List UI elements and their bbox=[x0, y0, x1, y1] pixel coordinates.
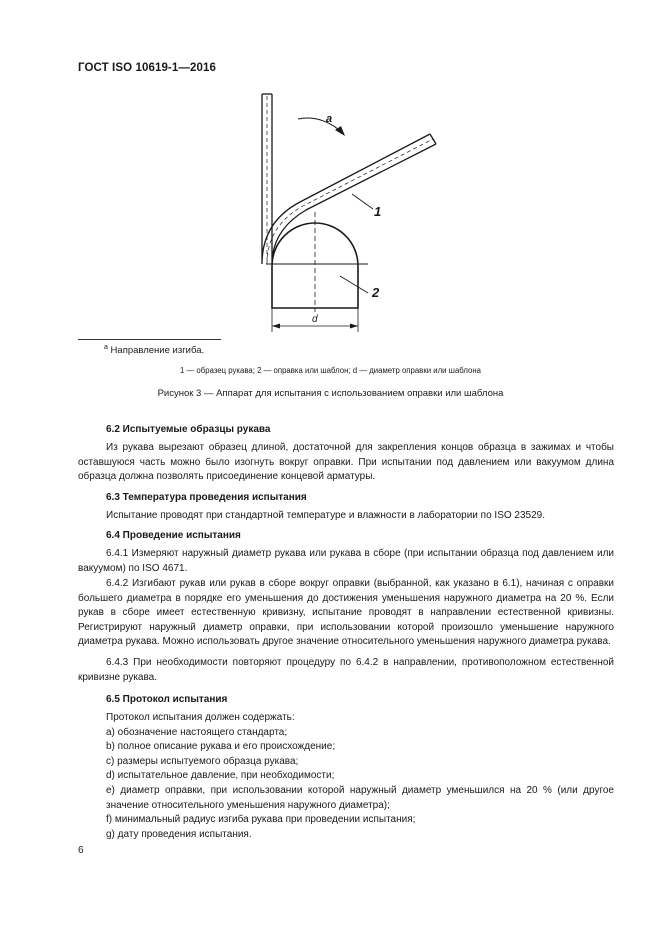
list-item: a) обозначение настоящего стандарта; bbox=[106, 726, 288, 738]
bend-direction-arc bbox=[298, 118, 344, 134]
figure-label-a: a bbox=[326, 113, 333, 125]
footnote-mark: a bbox=[104, 344, 108, 351]
figure-caption: Рисунок 3 — Аппарат для испытания с использованием оправки или шаблона bbox=[157, 388, 504, 399]
section-6-4-2: 6.4.2 Изгибают рукав или рукав в сборе вокруг оправки (выбранной, как указано в 6.1), начиная с оправки большего диаметра в порядке его уменьшения до достижения уменьшения наружного диаметра на 20 %. Если рукав в сборе имеет естественную кривизну, испытание проводят в направлении естественной кривизны. Регистрируют наружный диаметр оправки, при использовании которой произошло уменьшение наружного диаметра рукава. Можно использовать другое значение относительного уменьшения наружного диаметра рукава. bbox=[78, 578, 614, 648]
list-item: b) полное описание рукава и его происхождение; bbox=[106, 741, 336, 753]
dim-arrow-left bbox=[272, 324, 280, 329]
footnote-separator bbox=[78, 339, 221, 340]
document-header: ГОСТ ISO 10619-1—2016 bbox=[78, 62, 216, 74]
list-item: c) размеры испытуемого образца рукава; bbox=[106, 755, 299, 767]
list-item: d) испытательное давление, при необходимости; bbox=[106, 770, 335, 782]
section-6-2-body: Из рукава вырезают образец длиной, достаточной для закрепления концов образца в зажимах и чтобы оставшуюся часть можно было изогнуть вокруг оправки. При испытании под давлением или вакуумом длина образца должна позволять присоединение концевой арматуры. bbox=[78, 442, 614, 483]
hose-outer-wall bbox=[262, 94, 430, 264]
leader-line-1 bbox=[352, 194, 373, 209]
section-6-3-title: 6.3 Температура проведения испытания bbox=[106, 492, 307, 503]
section-6-2-title: 6.2 Испытуемые образцы рукава bbox=[106, 424, 271, 435]
figure-label-d: d bbox=[312, 314, 318, 325]
list-item: g) дату проведения испытания. bbox=[106, 828, 252, 840]
figure-legend: 1 — образец рукава; 2 — оправка или шаблон; d — диаметр оправки или шаблона bbox=[179, 366, 482, 375]
hose-center-line bbox=[267, 96, 433, 264]
section-6-4-3: 6.4.3 При необходимости повторяют процедуру по 6.4.2 в направлении, противоположном естественной кривизне рукава. bbox=[78, 657, 614, 683]
section-6-4-1: 6.4.1 Измеряют наружный диаметр рукава или рукава в сборе (при испытании образца под давлением или вакуумом) по ISO 4671. bbox=[78, 548, 614, 574]
figure-label-2: 2 bbox=[372, 285, 380, 300]
hose-inner-wall bbox=[272, 94, 436, 264]
bending-apparatus-figure bbox=[0, 0, 661, 340]
report-contents-list bbox=[106, 711, 614, 842]
list-item: f) минимальный радиус изгиба рукава при проведении испытания; bbox=[106, 814, 416, 826]
figure-footnote bbox=[104, 344, 204, 356]
leader-line-2 bbox=[340, 276, 368, 293]
report-intro: Протокол испытания должен содержать: bbox=[106, 712, 295, 723]
section-6-5-title: 6.5 Протокол испытания bbox=[106, 694, 228, 705]
footnote-text: Направление изгиба. bbox=[107, 345, 205, 357]
list-item: e) диаметр оправки, при использовании которой наружный диаметр уменьшился на 20 % (или другое значение относительного уменьшения наружного диаметра); bbox=[106, 784, 614, 811]
page-number: 6 bbox=[78, 845, 84, 856]
figure-label-1: 1 bbox=[374, 204, 382, 219]
section-6-3-body: Испытание проводят при стандартной температуре и влажности в лаборатории по ISO 23529. bbox=[106, 510, 546, 521]
dim-arrow-right bbox=[350, 324, 358, 329]
section-6-4-title: 6.4 Проведение испытания bbox=[106, 530, 241, 541]
